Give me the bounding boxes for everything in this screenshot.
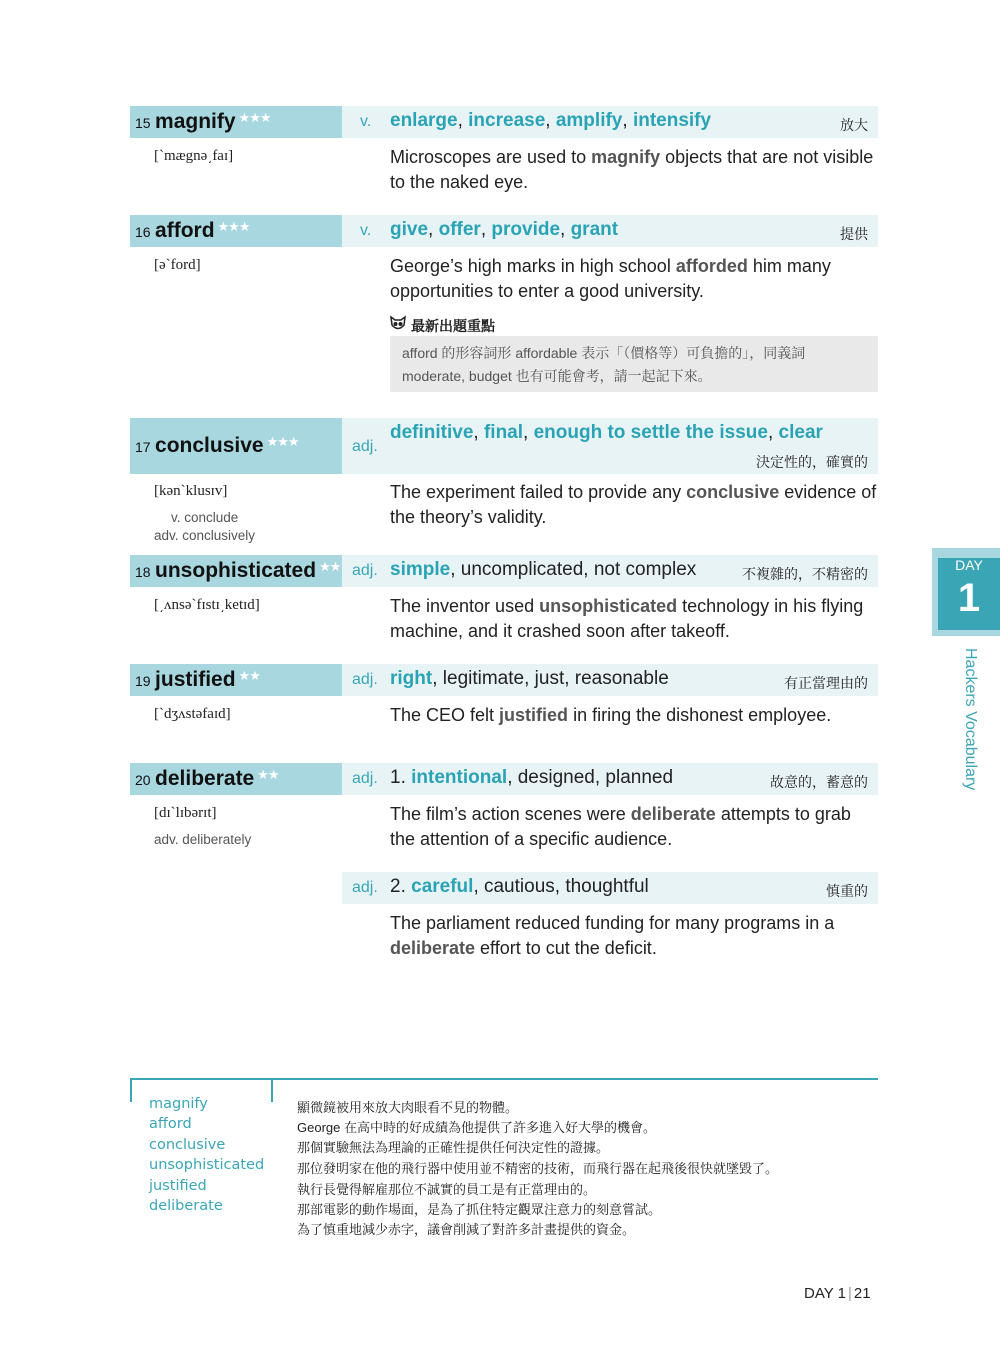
review-word: afford (149, 1116, 192, 1132)
entry-number: 18 (135, 564, 151, 580)
headword: magnify (155, 110, 236, 133)
example-sentence: The experiment failed to provide any conclusive evidence of the theory’s validity. (390, 482, 877, 527)
importance-stars: ★★★ (217, 219, 250, 234)
synonyms: enlarge, increase, amplify, intensify (390, 110, 712, 131)
derivative: adv. deliberately (154, 832, 252, 847)
headword-bar (130, 215, 342, 247)
synonyms: definitive, final, enough to settle the issue, clear (390, 422, 823, 443)
highlighted-synonym: intensify (632, 110, 712, 131)
phonetic: [dɪˋlɪbərɪt] (154, 805, 217, 821)
highlighted-synonym: careful (411, 876, 474, 897)
target-word: magnify (591, 147, 661, 167)
headword: deliberate (155, 767, 255, 790)
derivative: adv. conclusively (154, 528, 256, 543)
highlighted-synonym: grant (570, 219, 619, 240)
highlighted-synonym: enough to settle the issue (533, 422, 768, 443)
importance-stars: ★★ (319, 559, 341, 574)
synonyms: give, offer, provide, grant (390, 219, 619, 240)
part-of-speech: adj. (352, 770, 378, 787)
part-of-speech: v. (360, 222, 372, 239)
part-of-speech: adj. (352, 438, 378, 455)
review-word: unsophisticated (149, 1157, 265, 1173)
part-of-speech: v. (360, 113, 372, 130)
review-translation: 那個實驗無法為理論的正確性提供任何決定性的證據。 (297, 1140, 610, 1155)
headword: unsophisticated (155, 559, 317, 582)
importance-stars: ★★★ (266, 434, 299, 449)
synonyms: right, legitimate, just, reasonable (390, 668, 669, 689)
entry-number: 20 (135, 772, 151, 788)
tip-title: 最新出題重點 (411, 318, 495, 334)
chinese-meaning: 決定性的，確實的 (756, 454, 868, 470)
highlighted-synonym: amplify (555, 110, 623, 131)
target-word: deliberate (390, 938, 476, 958)
headword-bar (130, 555, 342, 587)
chinese-meaning: 不複雜的，不精密的 (742, 566, 868, 582)
importance-stars: ★★ (238, 668, 260, 683)
review-word: justified (149, 1178, 207, 1194)
part-of-speech: adj. (352, 879, 378, 896)
review-word: magnify (149, 1096, 208, 1112)
headword: justified (155, 668, 236, 691)
highlighted-synonym: final (483, 422, 524, 443)
day-label: DAY (955, 557, 983, 573)
example-sentence: The inventor used unsophisticated technology in his flying machine, and it crashed soon after takeoff. (390, 596, 864, 641)
example-sentence: Microscopes are used to magnify objects that are not visible to the naked eye. (390, 147, 874, 192)
headword-bar (130, 418, 342, 474)
chinese-meaning: 故意的，蓄意的 (770, 774, 868, 790)
example-sentence: The parliament reduced funding for many programs in a deliberate effort to cut the deficit. (390, 913, 835, 958)
highlighted-synonym: simple (390, 559, 451, 580)
book-title: Hackers Vocabulary (962, 648, 979, 791)
review-translation: 為了慎重地減少赤字，議會削減了對許多計畫提供的資金。 (297, 1222, 636, 1237)
highlighted-synonym: provide (491, 219, 561, 240)
chinese-meaning: 慎重的 (826, 883, 868, 899)
page-footer: DAY 1 | 21 (804, 1285, 871, 1302)
example-sentence: The CEO felt justified in firing the dishonest employee. (390, 705, 832, 725)
derivative: v. conclude (171, 510, 239, 525)
tip-box (390, 336, 878, 392)
synonyms: 2. careful, cautious, thoughtful (390, 876, 649, 897)
example-sentence: The film’s action scenes were deliberate attempts to grab the attention of a specific audience. (390, 804, 851, 849)
highlighted-synonym: right (390, 668, 433, 689)
target-word: unsophisticated (539, 596, 678, 616)
footer-day: DAY 1 (804, 1285, 846, 1302)
headword: conclusive (155, 434, 264, 457)
part-of-speech: adj. (352, 671, 378, 688)
review-top-rule (130, 1078, 878, 1080)
headword-bar (130, 664, 342, 696)
importance-stars: ★★★ (238, 110, 271, 125)
highlighted-synonym: intentional (411, 767, 508, 788)
headword: afford (155, 219, 215, 242)
synonyms: simple, uncomplicated, not complex (390, 559, 697, 580)
phonetic: [ˋmægnə͵faɪ] (154, 148, 234, 164)
review-translation: 那部電影的動作場面，是為了抓住特定觀眾注意力的刻意嘗試。 (297, 1202, 662, 1217)
highlighted-synonym: clear (778, 422, 823, 443)
example-sentence: George’s high marks in high school afforded him many opportunities to enter a good university. (390, 256, 831, 301)
review-translation: 顯微鏡被用來放大肉眼看不見的物體。 (297, 1100, 519, 1115)
page-number: 21 (853, 1285, 871, 1302)
highlighted-synonym: give (390, 219, 429, 240)
highlighted-synonym: enlarge (390, 110, 458, 131)
phonetic: [kənˋklusɪv] (154, 483, 228, 499)
owl-icon (388, 315, 408, 338)
importance-stars: ★★ (257, 767, 279, 782)
headword-bar (130, 763, 342, 795)
target-word: deliberate (630, 804, 716, 824)
review-word: deliberate (149, 1198, 223, 1214)
review-translation: 執行長覺得解雇那位不誠實的員工是有正當理由的。 (297, 1182, 597, 1197)
part-of-speech: adj. (352, 562, 378, 579)
phonetic: [͵ʌnsəˋfɪstɪ͵ketɪd] (154, 597, 260, 613)
highlighted-synonym: offer (438, 219, 481, 240)
highlighted-synonym: increase (468, 110, 546, 131)
target-word: justified (499, 705, 569, 725)
highlighted-synonym: definitive (390, 422, 474, 443)
chinese-meaning: 有正當理由的 (784, 675, 868, 691)
entry-number: 17 (135, 439, 151, 455)
tip-body: afford 的形容詞形 affordable 表示「（價格等）可負擔的」，同義詞 moderate, budget 也有可能會考，請一起記下來。 (402, 345, 806, 384)
headword-bar (130, 106, 342, 138)
entry-number: 15 (135, 115, 151, 131)
phonetic: [əˋford] (154, 257, 201, 273)
target-word: afforded (675, 256, 748, 276)
chinese-meaning: 放大 (840, 117, 868, 133)
entry-number: 16 (135, 224, 151, 240)
synonyms: 1. intentional, designed, planned (390, 767, 674, 788)
review-translation: George 在高中時的好成績為他提供了許多進入好大學的機會。 (297, 1120, 656, 1135)
phonetic: [ˋdʒʌstəfaɪd] (154, 706, 231, 722)
target-word: conclusive (686, 482, 780, 502)
entry-number: 19 (135, 673, 151, 689)
review-word: conclusive (149, 1137, 226, 1153)
review-translation: 那位發明家在他的飛行器中使用並不精密的技術，而飛行器在起飛後很快就墜毀了。 (297, 1161, 779, 1176)
chinese-meaning: 提供 (840, 226, 868, 242)
day-number: 1 (957, 576, 981, 620)
